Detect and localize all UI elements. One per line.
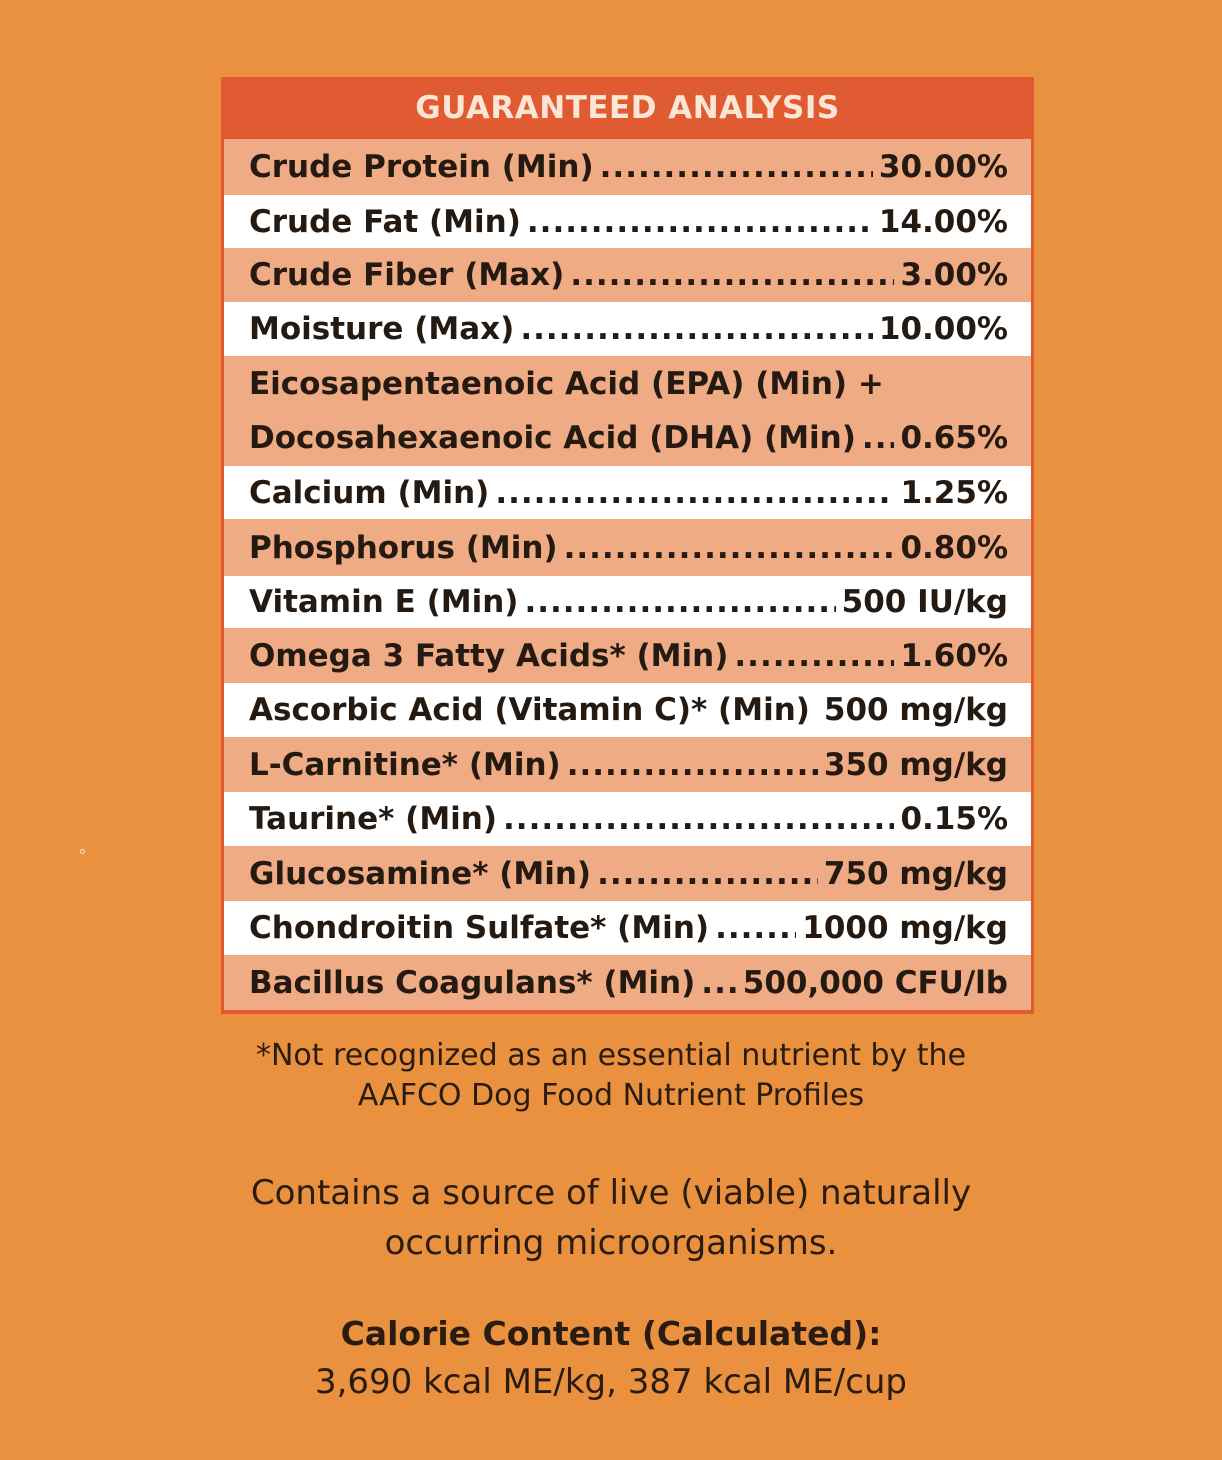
- nutrient-label: Taurine* (Min): [249, 801, 498, 837]
- calorie-content-value: 3,690 kcal ME/kg, 387 kcal ME/cup: [314, 1362, 908, 1402]
- nutrient-value: 14.00%: [878, 203, 1008, 240]
- nutrient-value: 10.00%: [878, 311, 1008, 347]
- dot-leader: [701, 965, 736, 1001]
- table-row: [224, 248, 1031, 302]
- nutrient-label: Calcium (Min): [249, 474, 490, 511]
- nutrient-value: 500 IU/kg: [841, 584, 1008, 620]
- nutrient-label: Chondroitin Sulfate* (Min): [249, 910, 710, 946]
- nutrient-label: Glucosamine* (Min): [249, 855, 592, 892]
- dot-leader: [570, 257, 894, 293]
- table-row: [224, 139, 1031, 195]
- guaranteed-analysis-panel: [221, 77, 1034, 1014]
- nutrient-label: Crude Protein (Min): [249, 149, 594, 185]
- probiotic-statement: [0, 1168, 1222, 1268]
- nutrient-value: 30.00%: [878, 149, 1008, 185]
- nutrient-label: Omega 3 Fatty Acids* (Min): [249, 637, 729, 674]
- dot-leader: [503, 801, 894, 837]
- probiotic-line: Contains a source of live (viable) naturally: [250, 1173, 972, 1213]
- dot-leader: [715, 910, 796, 946]
- table-row: [224, 792, 1031, 846]
- nutrient-label: Phosphorus (Min): [249, 529, 558, 566]
- nutrient-label: Moisture (Max): [249, 311, 515, 347]
- dot-leader: [734, 638, 894, 674]
- nutrient-value: 350 mg/kg: [823, 746, 1008, 783]
- table-row: [224, 576, 1031, 628]
- dot-leader: [567, 747, 818, 783]
- dot-leader: [597, 856, 818, 892]
- nutrient-label: L-Carnitine* (Min): [249, 746, 561, 783]
- nutrient-label: Crude Fiber (Max): [249, 257, 565, 293]
- nutrient-value: 1000 mg/kg: [802, 910, 1008, 946]
- nutrient-value: 1.60%: [900, 637, 1008, 674]
- table-row: [224, 628, 1031, 683]
- nutrient-value: 0.15%: [900, 801, 1008, 837]
- probiotic-line: occurring microorganisms.: [384, 1223, 838, 1263]
- nutrient-label-line1: Eicosapentaenoic Acid (EPA) (Min) +: [249, 366, 884, 402]
- small-circle-mark: [80, 849, 85, 854]
- dot-leader: [564, 530, 895, 566]
- panel-title: GUARANTEED ANALYSIS: [221, 77, 1034, 139]
- nutrient-value: 500 mg/kg: [823, 692, 1008, 728]
- footnote-line: AAFCO Dog Food Nutrient Profiles: [357, 1078, 865, 1113]
- dot-leader: [862, 420, 895, 456]
- table-row: [224, 683, 1031, 737]
- calorie-content-title: Calorie Content (Calculated):: [340, 1314, 882, 1353]
- nutrient-value: 3.00%: [900, 257, 1008, 293]
- table-row: [224, 901, 1031, 955]
- nutrient-label: Vitamin E (Min): [249, 584, 519, 620]
- table-row: [224, 302, 1031, 356]
- table-row: [224, 846, 1031, 901]
- dot-leader: [524, 584, 835, 620]
- table-row: [224, 195, 1031, 248]
- dot-leader: [527, 204, 873, 240]
- table-row: [224, 737, 1031, 792]
- nutrient-value: 0.65%: [900, 420, 1008, 456]
- nutrient-line: [249, 411, 1008, 465]
- dot-leader: [520, 311, 873, 347]
- table-row: [224, 519, 1031, 576]
- nutrient-label: Bacillus Coagulans* (Min): [249, 964, 696, 1001]
- nutrient-label: Crude Fat (Min): [249, 203, 521, 240]
- table-row: [224, 466, 1031, 519]
- nutrient-label: Ascorbic Acid (Vitamin C)* (Min): [249, 692, 810, 728]
- nutrient-label: Docosahexaenoic Acid (DHA) (Min): [249, 420, 856, 456]
- nutrient-value: 500,000 CFU/lb: [742, 964, 1008, 1001]
- table-row: [224, 356, 1031, 466]
- analysis-table: [224, 139, 1031, 1010]
- aafco-footnote: [0, 1036, 1222, 1116]
- nutrient-value: 0.80%: [900, 529, 1008, 566]
- footnote-line: *Not recognized as an essential nutrient by the: [255, 1038, 967, 1073]
- dot-leader: [600, 149, 873, 185]
- dot-leader: [495, 475, 894, 511]
- dot-leader: [816, 692, 818, 728]
- nutrient-value: 1.25%: [900, 474, 1008, 511]
- table-row: [224, 955, 1031, 1010]
- nutrient-value: 750 mg/kg: [823, 855, 1008, 892]
